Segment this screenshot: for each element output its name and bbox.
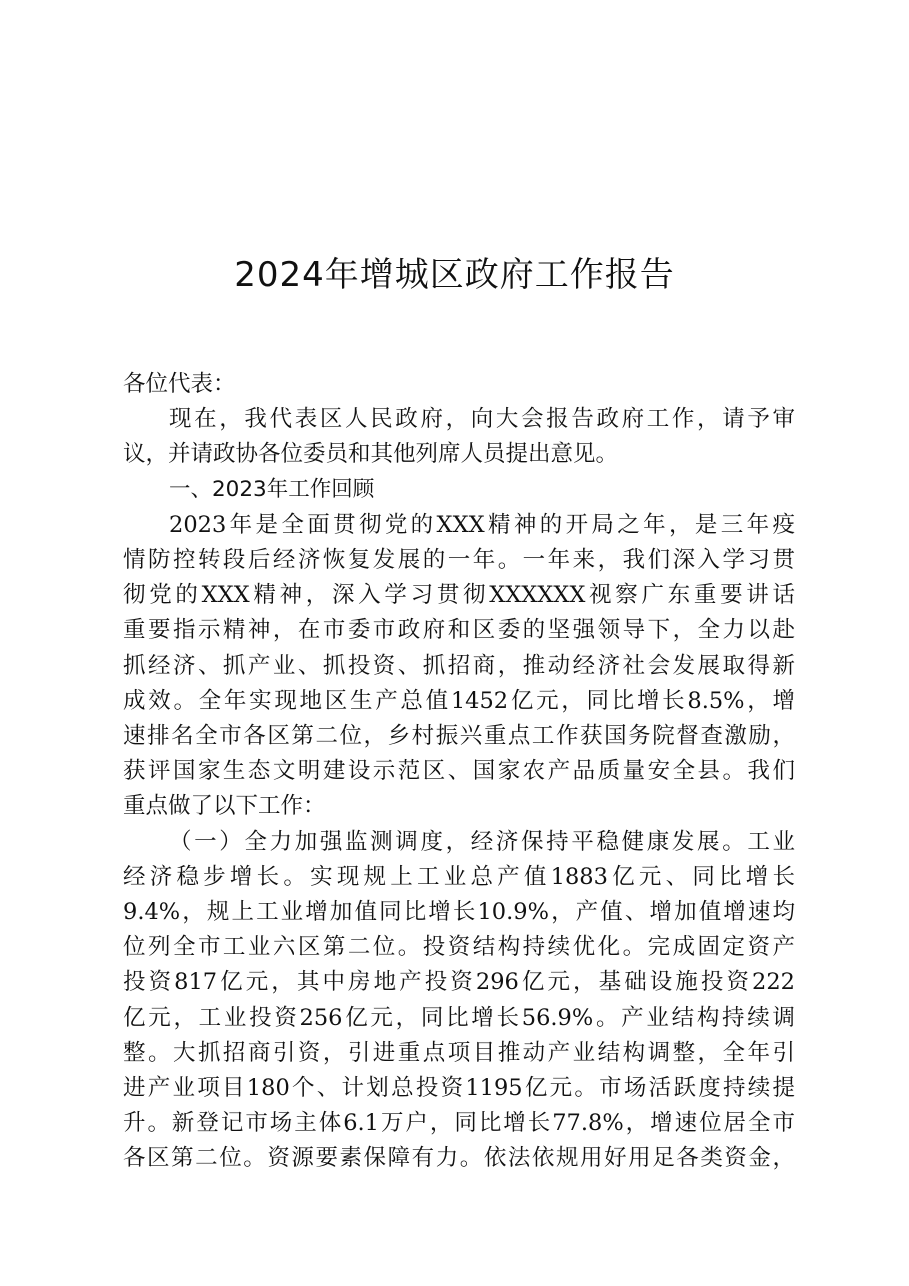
- body-line: 获评国家生态文明建设示范区、国家农产品质量安全县。我们: [123, 758, 795, 785]
- document-title: 2024年增城区政府工作报告: [234, 255, 675, 295]
- body-line: 各位代表：: [123, 371, 236, 397]
- body-line: 现在，我代表区人民政府，向大会报告政府工作，请予审: [169, 406, 795, 433]
- body-line: 整。大抓招商引资，引进重点项目推动产业结构调整，全年引: [123, 1039, 795, 1066]
- body-line: 重要指示精神，在市委市政府和区委的坚强领导下，全力以赴: [123, 617, 795, 644]
- body-line: 速排名全市各区第二位，乡村振兴重点工作获国务院督查激励，: [123, 723, 795, 749]
- body-line: 经济稳步增长。实现规上工业总产值1883亿元、同比增长: [123, 863, 795, 890]
- body-line: 情防控转段后经济恢复发展的一年。一年来，我们深入学习贯: [123, 547, 795, 573]
- section-heading: 一、2023年工作回顾: [169, 476, 375, 502]
- body-line: 升。新登记市场主体6.1万户，同比增长77.8%，增速位居全市: [123, 1110, 795, 1137]
- body-line: 进产业项目180个、计划总投资1195亿元。市场活跃度持续提: [123, 1075, 795, 1101]
- body-line: 抓经济、抓产业、抓投资、抓招商，推动经济社会发展取得新: [123, 652, 795, 679]
- body-line: 位列全市工业六区第二位。投资结构持续优化。完成固定资产: [123, 934, 795, 961]
- body-line: 2023年是全面贯彻党的XXX精神的开局之年，是三年疫: [169, 511, 795, 538]
- body-line: 9.4%，规上工业增加值同比增长10.9%，产值、增加值增速均: [123, 899, 795, 925]
- body-line: 投资817亿元，其中房地产投资296亿元，基础设施投资222: [123, 969, 795, 996]
- body-line: 彻党的XXX精神，深入学习贯彻XXXXXX视察广东重要讲话: [123, 582, 795, 609]
- body-line: 亿元，工业投资256亿元，同比增长56.9%。产业结构持续调: [123, 1004, 795, 1031]
- body-line: 议，并请政协各位委员和其他列席人员提出意见。: [123, 441, 619, 468]
- body-line: 各区第二位。资源要素保障有力。依法依规用好用足各类资金，: [123, 1145, 795, 1172]
- body-line: 重点做了以下工作：: [123, 793, 326, 820]
- body-line: （一）全力加强监测调度，经济保持平稳健康发展。工业: [169, 828, 795, 855]
- body-line: 成效。全年实现地区生产总值1452亿元，同比增长8.5%，增: [123, 687, 795, 714]
